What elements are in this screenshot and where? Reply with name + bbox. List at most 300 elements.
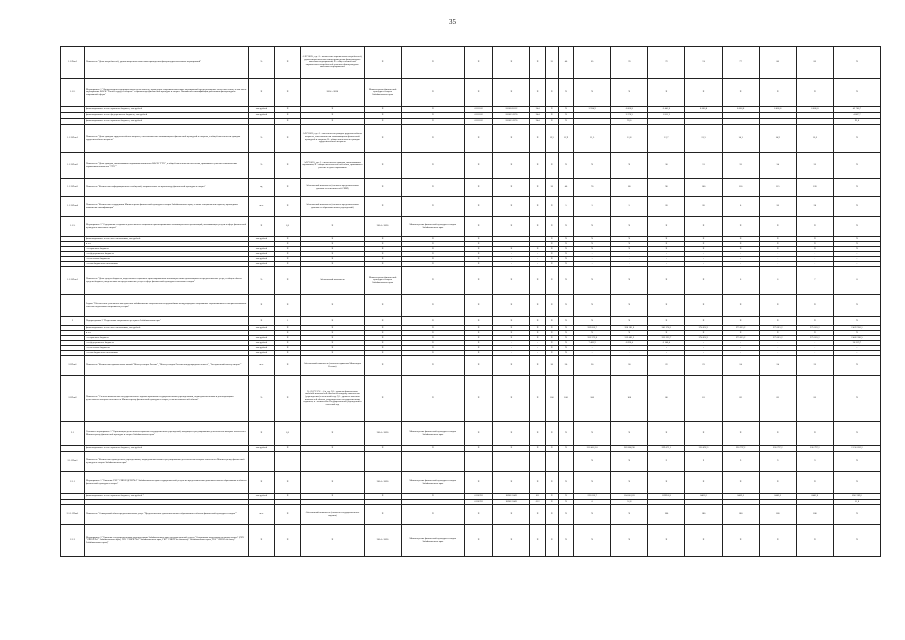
table-cell: Х [530, 326, 545, 331]
table-cell: Х [545, 153, 558, 179]
table-cell: Х [530, 422, 545, 446]
table-cell: Х [464, 351, 492, 356]
table-cell: Х [493, 317, 530, 326]
table-cell: Х [833, 153, 880, 179]
table-cell: Х [833, 237, 880, 242]
table-cell: Х [530, 197, 545, 217]
row-description-cell: в т.ч. [85, 331, 249, 336]
table-cell: Абсолютный показатель (согласно представленным данным от образовательных учреждений) [301, 197, 364, 217]
table-cell: 0110702 [464, 494, 492, 500]
table-cell: Х [248, 422, 274, 446]
table-cell: 2014 - 2020 [364, 422, 401, 446]
table-cell: Х [464, 47, 492, 79]
table-cell: 65 [574, 47, 611, 79]
table-cell: Х [401, 446, 464, 452]
table-cell: Абсолютный показатель (согласно приказам Минспорта России) [301, 356, 364, 376]
table-cell: Х [648, 472, 685, 494]
table-cell: Х [558, 217, 573, 237]
table-cell: Х [558, 505, 573, 525]
row-description-cell: финансирование за счет федерального бюджета, тыс.рублей [85, 113, 249, 119]
table-cell: Х [558, 79, 573, 107]
table-cell: Х [833, 79, 880, 107]
table-cell: Х [493, 326, 530, 331]
table-cell: Х [685, 472, 722, 494]
row-description-cell: в т.ч. [85, 242, 249, 247]
table-cell: Х [648, 247, 685, 252]
table-cell: Х [493, 472, 530, 494]
table-cell: 375 615,2 [759, 326, 796, 331]
table-cell: Х [722, 217, 759, 237]
table-cell: 375 615,2 [722, 336, 759, 341]
table-cell: Х [275, 525, 301, 557]
table-cell: 9 [648, 452, 685, 472]
table-cell: Х [558, 262, 573, 267]
table-cell: 82 [722, 376, 759, 422]
table-cell: Х [401, 197, 464, 217]
table-cell: 375 615,2 [796, 326, 833, 331]
table-cell: 375 615,2 [759, 336, 796, 341]
table-cell: Х [574, 317, 611, 326]
table-cell: 40 [558, 179, 573, 197]
table-cell: 33 [722, 153, 759, 179]
table-cell: Х [611, 267, 648, 295]
table-cell: 2014 - 2020 [301, 79, 364, 107]
table-cell: Х [248, 472, 274, 494]
page-number: 35 [449, 18, 456, 26]
row-description-cell: Мероприятие 1 "Физкультурно-оздоровительная деятельность, проведение спортивно-массовых мероприятий среди различных слоев населения, в том числе мероприятия ВФСК "Готов к труду и обороне" и пропаганда физической культуры и спорта. Повышение квалификации работников физкультурно-спортивной сферы" [85, 79, 249, 107]
table-cell: Х [464, 341, 492, 346]
table-cell: Х [759, 237, 796, 242]
table-cell: Х [759, 79, 796, 107]
table-cell: 5 [611, 197, 648, 217]
table-cell: тыс.рублей [248, 346, 274, 351]
table-cell: 2.1.1.1Пок1 [61, 505, 85, 525]
table-cell: Х [275, 326, 301, 331]
row-description-cell: Мероприятие 2 "Оказание государственными учреждениями Забайкальского края государственной услуги "Спортивная подготовка по видам спорта" (ГБУ "СШОР №1" Забайкальского края, ГБУ "СШОР №2" Забайкальского края, ГБУ "СШОР по биатлону" Забайкальского края, ГБУ "СШОР по боксу" Забайкальского края)" [85, 525, 249, 557]
table-cell: тыс.рублей [248, 494, 274, 500]
table-cell: Х [464, 217, 492, 237]
table-cell: Х [275, 351, 301, 356]
table-cell: Х [722, 242, 759, 247]
table-cell: 80 [759, 47, 796, 79]
table-cell: - [796, 252, 833, 257]
row-description-cell: Показатель "Доля граждан, выполнивших нормативы комплекса ВФСК "ГТО", в общей численности населения, принявшего участие в выполнении нормативов комплекса "ГТО"" [85, 153, 249, 179]
table-cell: Х [833, 295, 880, 317]
row-description-cell: Подпрограмма 2 "Подготовка спортивного резерва в Забайкальском крае" [85, 317, 249, 326]
table-cell: Министерство физической культуры и спорта Забайкальского края [401, 217, 464, 237]
table-cell: Х [545, 494, 558, 500]
table-cell: Х [275, 376, 301, 422]
table-cell: Х [833, 247, 880, 252]
table-cell: Х [464, 125, 492, 153]
table-cell: 2 [61, 317, 85, 326]
table-cell: 1.1.2.Пок2 [61, 153, 85, 179]
table-cell: 6 066,8 [685, 107, 722, 113]
table-cell: Х [611, 505, 648, 525]
table-cell: Х [722, 422, 759, 446]
row-description-cell: Показатель "Количество проведенных учреждениями, подведомственными и регулированию деятельности которых относятся к Министерству физической культуры и спорта Забайкальского края" [85, 452, 249, 472]
table-cell: - [611, 262, 648, 267]
table-cell: Х [301, 262, 364, 267]
table-cell: тыс.рублей [248, 351, 274, 356]
table-cell: Х [574, 295, 611, 317]
table-cell: Q=(Q1*V1/V+...)/n, где Q1 - уровень фактических значений показателей объема по каждому показателю (учреждению) в отчетный год; Q1 - уровень значения показателей объема, утвержденного государственным заданием; n - количество Государственных учреждений в отчетный год [301, 376, 364, 422]
table-cell: 359 856,7 [574, 326, 611, 331]
table-cell: Х [796, 331, 833, 336]
table-cell: - [722, 252, 759, 257]
table-cell: Х [833, 317, 880, 326]
table-cell: Х [401, 336, 464, 341]
table-cell: 6 140,4 [648, 341, 685, 346]
table-cell: 352 373,8 [574, 336, 611, 341]
table-cell: Х [759, 422, 796, 446]
table-cell: Х [558, 247, 573, 252]
table-cell: Х [464, 356, 492, 376]
table-cell: Х [401, 317, 464, 326]
table-cell: Х [493, 505, 530, 525]
table-cell: - [574, 346, 611, 351]
table-cell: Х [275, 252, 301, 257]
table-cell: - [796, 262, 833, 267]
table-row [61, 472, 881, 494]
table-cell: Х [558, 341, 573, 346]
table-cell: Х [611, 79, 648, 107]
table-cell: Х [759, 242, 796, 247]
table-cell: Х [401, 179, 464, 197]
table-cell: 375 615,2 [722, 326, 759, 331]
table-cell: Х [301, 472, 364, 494]
table-cell: 25 [796, 356, 833, 376]
table-cell [493, 452, 530, 472]
table-cell: Х [574, 267, 611, 295]
table-cell: Х [530, 472, 545, 494]
table-cell: Х [530, 331, 545, 336]
row-description-cell: Показатель "Степень выполнения государственного задания краевыми государственными учреждениями, подведомственными и реализующими деятельность которых относится к Министерству физической культуры и спорта, в части показателей объема" [85, 376, 249, 422]
table-cell: 14,9 [759, 125, 796, 153]
table-cell: 35 [545, 47, 558, 79]
table-cell: Х [648, 317, 685, 326]
table-cell: 2.1Пок1 [61, 356, 85, 376]
table-cell: Х [759, 247, 796, 252]
row-description-cell: - из местных бюджетов [85, 346, 249, 351]
table-cell: Х [493, 179, 530, 197]
table-cell: Абсолютный показатель (согласно представленным данным от исполнителей СМИ) [301, 179, 364, 197]
table-cell: Х [275, 336, 301, 341]
table-cell: Х [464, 331, 492, 336]
row-description-cell: - из краевого бюджета [85, 336, 249, 341]
table-cell: - [833, 351, 880, 356]
table-body [61, 47, 881, 557]
table-cell: Х [301, 317, 364, 326]
table-cell: Х [464, 376, 492, 422]
table-cell: Х [796, 525, 833, 557]
table-cell: - [833, 252, 880, 257]
table-cell: Х [530, 125, 545, 153]
table-cell: 7 482,9 [574, 341, 611, 346]
table-cell: - [685, 346, 722, 351]
table-cell: Х [530, 217, 545, 237]
table-cell: Х [611, 153, 648, 179]
table-cell: 336 092,3 [685, 446, 722, 452]
table-cell: Х [464, 242, 492, 247]
table-cell: 1.1.2.Пок1 [61, 125, 85, 153]
table-row [61, 79, 881, 107]
table-cell: Х [722, 247, 759, 252]
table-cell: Х [685, 317, 722, 326]
table-cell: 180 [685, 505, 722, 525]
table-cell: Х [401, 376, 464, 422]
table-cell: Х [493, 217, 530, 237]
row-description-cell: финансирование за счет краевого бюджета, тыс.рублей [85, 119, 249, 125]
table-cell: Х [401, 356, 464, 376]
table-cell: Х [545, 113, 558, 119]
table-cell: 6 441,8 [648, 107, 685, 113]
table-cell: - [759, 346, 796, 351]
table-cell: 169955,8 [648, 494, 685, 500]
table-cell: - [530, 252, 545, 257]
table-cell: Х [833, 217, 880, 237]
table-cell: - [530, 257, 545, 262]
table-cell: Х [796, 295, 833, 317]
table-cell: 77 [722, 47, 759, 79]
table-cell: Х [530, 525, 545, 557]
table-cell: 81 [685, 376, 722, 422]
table-cell: 100 [685, 179, 722, 197]
table-cell: Х [648, 79, 685, 107]
table-cell: Министерство физической культуры и спорта Забайкальского края [364, 267, 401, 295]
table-cell: - [493, 341, 530, 346]
table-cell: Х [275, 197, 301, 217]
table-cell: Х [545, 247, 558, 252]
table-cell: А/В*100%, где А - численность граждан трудоспособного возраста, систематически занимающихся физической культурой и спортом; В - общая численность граждан трудоспособного возраста [301, 125, 364, 153]
table-cell: Х [558, 113, 573, 119]
table-cell: Абсолютный показатель (согласно государственного задания) [301, 505, 364, 525]
table-cell: Х [530, 267, 545, 295]
table-cell: Х [648, 422, 685, 446]
table-cell: - [611, 346, 648, 351]
table-cell: Х [574, 247, 611, 252]
table-cell: 244 [530, 113, 545, 119]
table-cell: тыс.рублей [248, 341, 274, 346]
table-cell: Х [558, 351, 573, 356]
table-cell: 30 [545, 179, 558, 197]
table-cell: Х [493, 47, 530, 79]
table-cell: 8402,6 [759, 494, 796, 500]
table-cell: 93,0 [611, 119, 648, 125]
table-cell: - [530, 351, 545, 356]
table-cell: Х [574, 331, 611, 336]
table-cell: чел. [248, 505, 274, 525]
table-row [61, 47, 881, 79]
table-cell: 70 [611, 47, 648, 79]
program-table-sheet [60, 46, 881, 606]
table-cell: - [722, 341, 759, 346]
table-cell: Х [685, 237, 722, 242]
table-cell: 51,8 [611, 500, 648, 505]
table-cell: Х [275, 331, 301, 336]
table-cell: Х [493, 267, 530, 295]
table-cell: Министерство физической культуры и спорта Забайкальского края [401, 422, 464, 446]
table-cell: Х [364, 252, 401, 257]
table-cell: - [685, 262, 722, 267]
row-description-cell: Задача "Обеспечение успешного выступления забайкальских спортсменов на крупнейших международных спортивных соревнованиях и совершенствование системы подготовки спортивного резерва" [85, 295, 249, 317]
table-cell: 0 [574, 500, 611, 505]
table-cell: Х [545, 197, 558, 217]
table-cell: Х [464, 153, 492, 179]
table-cell: Х [530, 247, 545, 252]
table-cell: 6 [722, 267, 759, 295]
table-cell: 180 [648, 505, 685, 525]
table-cell [558, 452, 573, 472]
table-cell: Х [611, 525, 648, 557]
row-description-cell: - из местных бюджетов [85, 257, 249, 262]
table-cell: Х [248, 79, 274, 107]
table-cell: Х [464, 525, 492, 557]
table-cell: 1.1.2. [61, 79, 85, 107]
table-cell: Х [574, 452, 611, 472]
table-cell: Х [545, 119, 558, 125]
table-cell: Х [364, 376, 401, 422]
table-cell: Х [796, 472, 833, 494]
table-cell: 6 696,4 [611, 341, 648, 346]
table-cell: Х [648, 525, 685, 557]
table-cell [248, 452, 274, 472]
table-cell: Х [530, 336, 545, 341]
table-cell: Х [530, 317, 545, 326]
table-cell: 6 066,8 [796, 107, 833, 113]
table-cell: 1.1.2.Пок3 [61, 179, 85, 197]
table-cell: 8402,6 [796, 494, 833, 500]
table-cell: Х [545, 326, 558, 331]
table-cell: Х [611, 242, 648, 247]
table-cell: Х [275, 446, 301, 452]
table-cell: Х [275, 113, 301, 119]
table-cell: Х [493, 356, 530, 376]
table-cell: Х [464, 317, 492, 326]
table-row [61, 317, 881, 326]
table-row [61, 197, 881, 217]
table-cell: Х [301, 247, 364, 252]
table-cell: 336 797,2 [796, 446, 833, 452]
table-cell: 22 [648, 356, 685, 376]
table-cell: - [722, 257, 759, 262]
table-cell: Х [493, 446, 530, 452]
table-cell: Х [275, 257, 301, 262]
table-cell: Х [364, 326, 401, 331]
table-cell: Х [275, 295, 301, 317]
table-cell: 7 [796, 267, 833, 295]
table-cell: Х [558, 346, 573, 351]
table-cell: Х [558, 237, 573, 242]
table-cell: Х [574, 472, 611, 494]
table-cell: Х [401, 79, 464, 107]
table-cell: - [530, 341, 545, 346]
table-cell: Х [401, 237, 464, 242]
table-cell: Х [401, 252, 464, 257]
table-cell: 856 749,6 [833, 494, 880, 500]
table-cell: Х [558, 242, 573, 247]
table-cell: Х [364, 341, 401, 346]
table-cell: Х [464, 267, 492, 295]
table-cell: % [248, 376, 274, 422]
table-row [61, 179, 881, 197]
table-cell: - [493, 252, 530, 257]
table-cell: 2 402 590,5 [833, 336, 880, 341]
table-cell: - [759, 257, 796, 262]
table-cell: Х [545, 346, 558, 351]
table-cell: Х [611, 295, 648, 317]
table-cell: Х [545, 505, 558, 525]
table-cell: Х [464, 257, 492, 262]
table-cell: Х [611, 422, 648, 446]
table-cell: 0,5 [275, 217, 301, 237]
table-cell: - [574, 262, 611, 267]
table-cell: 13,3 [685, 125, 722, 153]
table-cell: тыс.рублей [248, 336, 274, 341]
table-cell: - [611, 351, 648, 356]
row-description-cell: Показатель "Доля потребителей, удовлетворенных качеством проведения физкультурно-массовых мероприятий" [85, 47, 249, 79]
table-cell: Х [796, 422, 833, 446]
table-cell: Х [611, 317, 648, 326]
table-cell: Х [248, 295, 274, 317]
table-cell: - [833, 257, 880, 262]
table-cell: Х [464, 197, 492, 217]
table-cell: тыс.рублей [248, 247, 274, 252]
table-cell: Х [301, 446, 364, 452]
table-cell: Х [558, 494, 573, 500]
table-cell: 20 [685, 197, 722, 217]
table-cell: Х [275, 119, 301, 125]
table-cell: Х [833, 179, 880, 197]
table-cell: Х [759, 295, 796, 317]
table-cell: Х [493, 525, 530, 557]
table-cell: Х [401, 247, 464, 252]
table-cell: 35 [796, 153, 833, 179]
row-description-cell: Показатель "Совокупный объем предоставленных услуг "Предоставление дополнительного образования в области физической культуры и спорта"" [85, 505, 249, 525]
row-description-cell: - из внебюджетных источников [85, 262, 249, 267]
table-cell: Х [545, 242, 558, 247]
table-cell: Х [301, 494, 364, 500]
row-description-cell: - из федерального бюджета [85, 341, 249, 346]
table-cell: Х [301, 295, 364, 317]
table-cell: 8 [833, 267, 880, 295]
table-cell: Х [364, 113, 401, 119]
table-cell [61, 295, 85, 317]
table-cell: Х [464, 252, 492, 257]
table-cell [401, 452, 464, 472]
table-cell: 9 [685, 452, 722, 472]
table-cell: Х [833, 125, 880, 153]
table-cell: 115 [759, 179, 796, 197]
table-cell: 1820113421 [493, 500, 530, 505]
table-cell: ед. [248, 179, 274, 197]
table-cell: Х [364, 446, 401, 452]
table-cell: 9 [722, 452, 759, 472]
table-cell: 2 422 910,1 [833, 326, 880, 331]
table-cell: Х [464, 472, 492, 494]
table-cell: Х [464, 346, 492, 351]
table-cell: - [493, 346, 530, 351]
table-row [61, 356, 881, 376]
table-cell: Х [464, 179, 492, 197]
table-cell: - [759, 252, 796, 257]
table-cell: 3 934,9 [574, 107, 611, 113]
table-cell: % [248, 47, 274, 79]
table-cell: Х [685, 217, 722, 237]
table-cell: Х [275, 472, 301, 494]
table-cell: Х [364, 257, 401, 262]
table-cell: - [796, 341, 833, 346]
